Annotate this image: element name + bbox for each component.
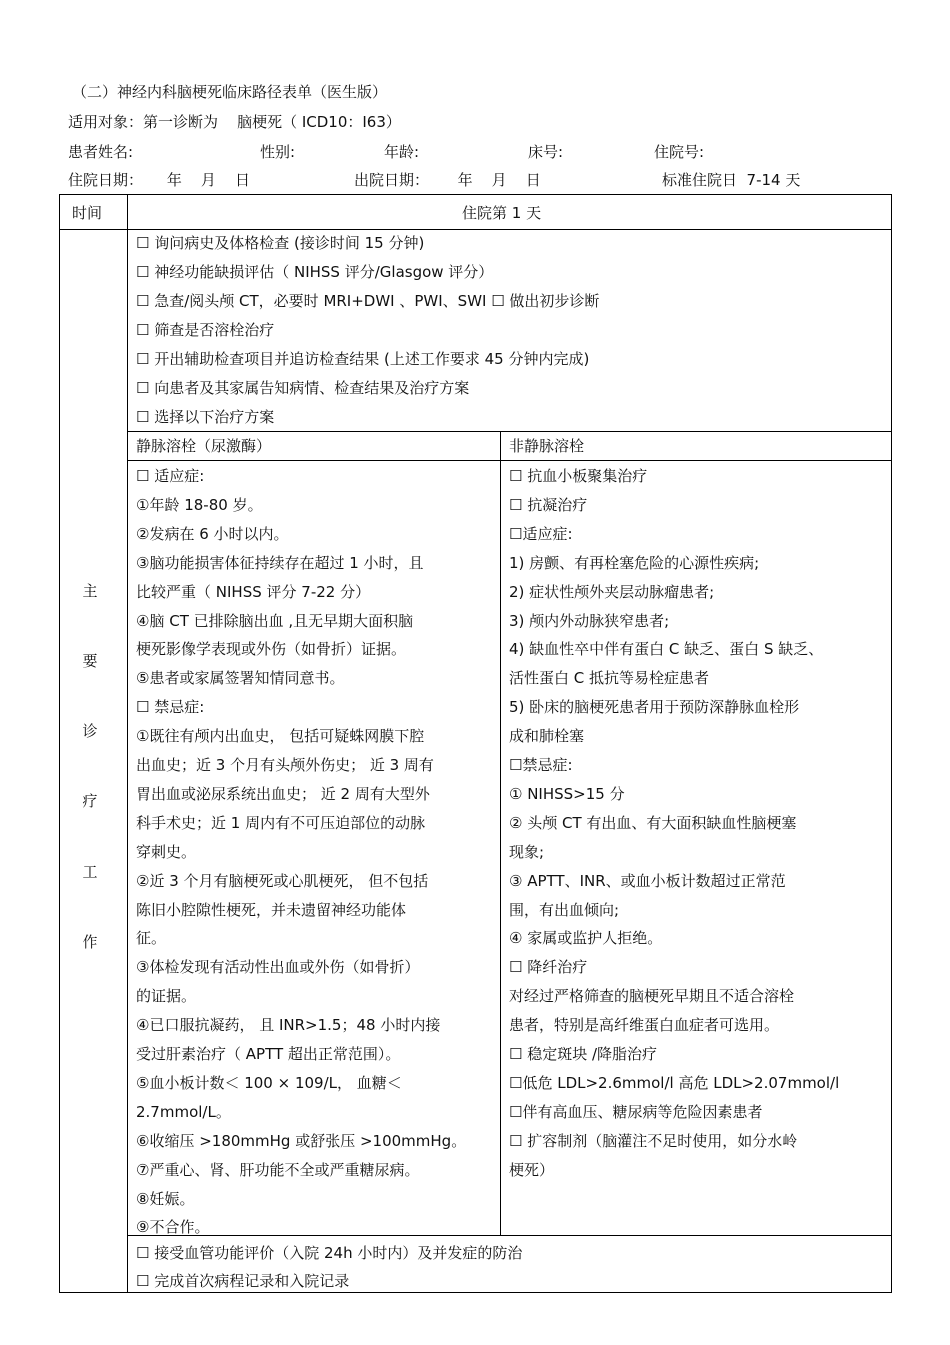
text-line: ③ APTT、INR、或血小板计数超过正常范 xyxy=(509,871,786,890)
day-column-header: 住院第 1 天 xyxy=(462,204,542,222)
text-line: ①既往有颅内出血史， 包括可疑蛛网膜下腔 xyxy=(136,727,425,746)
table-border-left xyxy=(59,194,60,1293)
text-line: ⑧妊娠。 xyxy=(136,1189,195,1208)
text-line: ⑨不合作。 xyxy=(136,1218,210,1237)
time-column-header: 时间 xyxy=(72,204,103,222)
time-column-divider xyxy=(127,194,128,1293)
text-line: 对经过严格筛查的脑梗死早期且不适合溶栓 xyxy=(509,987,795,1006)
gender-label: 性别: xyxy=(260,143,296,161)
text-line: 患者，特别是高纤维蛋白血症者可选用。 xyxy=(509,1016,780,1035)
table-border-top xyxy=(59,194,892,195)
row-label-char: 疗 xyxy=(82,792,98,810)
text-line: 2) 症状性颅外夹层动脉瘤患者; xyxy=(509,582,715,601)
text-line[interactable]: ☐适应症: xyxy=(509,524,573,543)
table-border-bottom xyxy=(59,1292,892,1293)
text-line: 陈旧小腔隙性梗死，并未遗留神经功能体 xyxy=(136,900,407,919)
admit-date-label: 住院日期： 年 月 日 xyxy=(68,171,250,189)
checklist-item[interactable]: ☐ 接受血管功能评价（入院 24h 小时内）及并发症的防治 xyxy=(136,1244,523,1262)
row-label-char: 工 xyxy=(82,863,98,881)
text-line[interactable]: ☐ 抗凝治疗 xyxy=(509,495,588,514)
text-line: 现象; xyxy=(509,842,545,861)
text-line: ①年龄 18-80 岁。 xyxy=(136,495,263,514)
checklist-item[interactable]: ☐ 选择以下治疗方案 xyxy=(136,408,275,426)
text-line: ④已口服抗凝药， 且 INR>1.5；48 小时内接 xyxy=(136,1016,441,1035)
row-label-char: 诊 xyxy=(82,722,98,740)
text-line[interactable]: ☐ 适应症: xyxy=(136,467,205,485)
text-line[interactable]: ☐ 稳定斑块 /降脂治疗 xyxy=(509,1045,658,1063)
subheader-bottom-divider xyxy=(127,460,892,461)
patient-name-label: 患者姓名: xyxy=(68,143,134,161)
table-border-right xyxy=(891,194,892,1293)
text-line: ③体检发现有活动性出血或外伤（如骨折） xyxy=(136,958,420,977)
applicable-subject: 适用对象：第一诊断为 脑梗死（ ICD10：I63） xyxy=(68,113,401,131)
bed-label: 床号: xyxy=(528,143,564,161)
admission-no-label: 住院号: xyxy=(654,143,705,161)
bottom-section-divider xyxy=(127,1235,892,1236)
text-line: 梗死影像学表现或外伤（如骨折）证据。 xyxy=(136,640,407,659)
text-line: 3) 颅内外动脉狭窄患者; xyxy=(509,611,670,630)
text-line: 4) 缺血性卒中伴有蛋白 C 缺乏、蛋白 S 缺乏、 xyxy=(509,640,824,659)
text-line: 1) 房颤、有再栓塞危险的心源性疾病; xyxy=(509,553,760,572)
text-line: ① NIHSS>15 分 xyxy=(509,784,625,803)
checklist-item[interactable]: ☐ 急查/阅头颅 CT，必要时 MRI+DWI 、PWI、SWI ☐ 做出初步诊断 xyxy=(136,292,600,310)
non-iv-thrombolysis-header: 非静脉溶栓 xyxy=(509,437,585,455)
iv-thrombolysis-header: 静脉溶栓（尿激酶） xyxy=(136,437,272,455)
text-line: 2.7mmol/L。 xyxy=(136,1102,231,1121)
text-line: ②近 3 个月有脑梗死或心肌梗死， 但不包括 xyxy=(136,871,429,890)
text-line: 的证据。 xyxy=(136,987,197,1006)
checklist-item[interactable]: ☐ 神经功能缺损评估（ NIHSS 评分/Glasgow 评分） xyxy=(136,263,494,281)
text-line: 受过肝素治疗（ APTT 超出正常范围）。 xyxy=(136,1045,401,1063)
checklist-item[interactable]: ☐ 向患者及其家属告知病情、检查结果及治疗方案 xyxy=(136,379,470,397)
text-line: 胃出血或泌尿系统出血史； 近 2 周有大型外 xyxy=(136,784,430,803)
subheader-top-divider xyxy=(127,431,892,432)
text-line[interactable]: ☐ 扩容制剂（脑灌注不足时使用，如分水岭 xyxy=(509,1131,798,1150)
text-line: ⑤血小板计数＜ 100 × 109/L， 血糖＜ xyxy=(136,1073,402,1092)
age-label: 年龄: xyxy=(384,143,420,161)
text-line: 活性蛋白 C 抵抗等易栓症患者 xyxy=(509,669,710,688)
text-line[interactable]: ☐伴有高血压、糖尿病等危险因素患者 xyxy=(509,1102,763,1121)
text-line[interactable]: ☐禁忌症: xyxy=(509,756,573,774)
text-line: 成和肺栓塞 xyxy=(509,727,585,746)
row-label-char: 作 xyxy=(82,933,98,951)
checklist-item[interactable]: ☐ 筛查是否溶栓治疗 xyxy=(136,321,275,339)
checklist-item[interactable]: ☐ 完成首次病程记录和入院记录 xyxy=(136,1272,350,1290)
text-line: 梗死） xyxy=(509,1160,555,1179)
text-line: 出血史；近 3 个月有头颅外伤史； 近 3 周有 xyxy=(136,756,434,774)
text-line: ⑦严重心、肾、肝功能不全或严重糖尿病。 xyxy=(136,1160,420,1179)
text-line: 比较严重（ NIHSS 评分 7-22 分） xyxy=(136,582,371,601)
text-line: ④ 家属或监护人拒绝。 xyxy=(509,929,663,948)
text-line: ② 头颅 CT 有出血、有大面积缺血性脑梗塞 xyxy=(509,813,797,832)
treatment-column-divider xyxy=(500,431,501,1235)
text-line: ③脑功能损害体征持续存在超过 1 小时，且 xyxy=(136,553,424,572)
checklist-item[interactable]: ☐ 开出辅助检查项目并追访检查结果 (上述工作要求 45 分钟内完成) xyxy=(136,350,590,368)
row-label-char: 主 xyxy=(82,582,98,600)
text-line: 穿刺史。 xyxy=(136,842,197,861)
text-line[interactable]: ☐ 降纤治疗 xyxy=(509,958,588,977)
text-line[interactable]: ☐低危 LDL>2.6mmol/l 高危 LDL>2.07mmol/l xyxy=(509,1073,840,1092)
checklist-item[interactable]: ☐ 询问病史及体格检查 (接诊时间 15 分钟) xyxy=(136,234,425,252)
standard-stay-label: 标准住院日 7-14 天 xyxy=(662,171,801,189)
text-line: 征。 xyxy=(136,929,167,948)
text-line[interactable]: ☐ 抗血小板聚集治疗 xyxy=(509,467,648,485)
header-row-divider xyxy=(59,229,892,230)
text-line: 5) 卧床的脑梗死患者用于预防深静脉血栓形 xyxy=(509,698,800,717)
text-line: ⑤患者或家属签署知情同意书。 xyxy=(136,669,345,688)
text-line[interactable]: ☐ 禁忌症: xyxy=(136,698,205,717)
discharge-date-label: 出院日期： 年 月 日 xyxy=(354,171,541,189)
text-line: 科手术史；近 1 周内有不可压迫部位的动脉 xyxy=(136,813,426,832)
form-title: （二）神经内科脑梗死临床路径表单（医生版） xyxy=(72,83,388,101)
text-line: ⑥收缩压 >180mmHg 或舒张压 >100mmHg。 xyxy=(136,1131,467,1150)
text-line: 围，有出血倾向; xyxy=(509,900,620,919)
row-label-char: 要 xyxy=(82,652,98,670)
text-line: ②发病在 6 小时以内。 xyxy=(136,524,289,543)
text-line: ④脑 CT 已排除脑出血 ,且无早期大面积脑 xyxy=(136,611,414,630)
